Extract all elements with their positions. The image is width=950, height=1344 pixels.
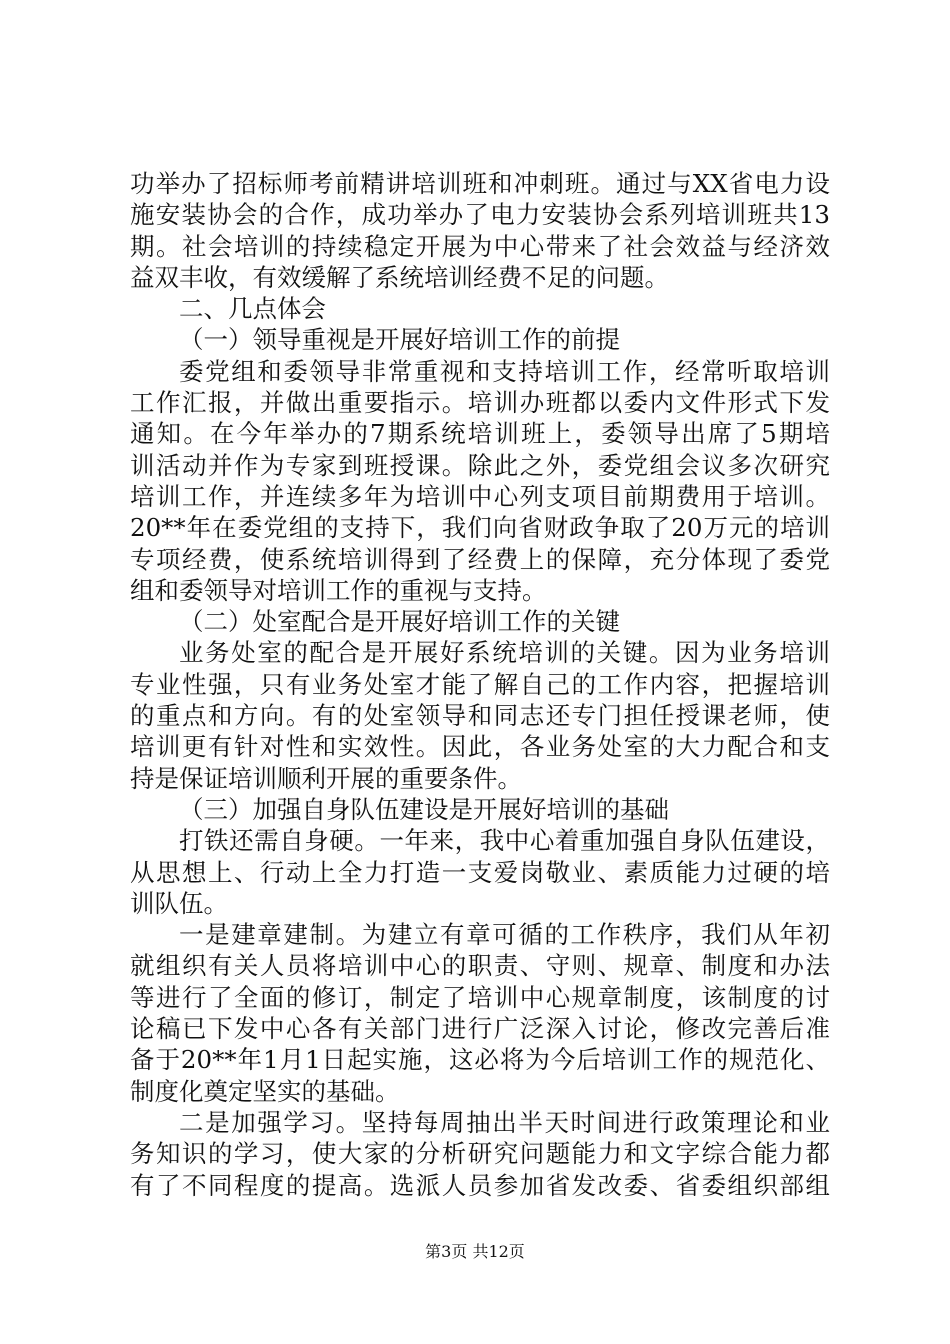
document-body bbox=[130, 168, 830, 1201]
text-line: 打铁还需自身硬。一年来，我中心着重加强自身队伍建设， bbox=[179, 826, 830, 856]
text-line: 持是保证培训顺利开展的重要条件。 bbox=[130, 763, 522, 793]
text-line: 等进行了全面的修订，制定了培训中心规章制度，该制度的讨 bbox=[130, 982, 830, 1012]
text-line: 委党组和委领导非常重视和支持培训工作，经常听取培训 bbox=[179, 356, 830, 386]
text-line: 益双丰收，有效缓解了系统培训经费不足的问题。 bbox=[130, 262, 669, 292]
text-line: 期。社会培训的持续稳定开展为中心带来了社会效益与经济效 bbox=[130, 231, 830, 261]
text-line: 一是建章建制。为建立有章可循的工作秩序，我们从年初 bbox=[179, 920, 830, 950]
text-line: 20**年在委党组的支持下，我们向省财政争取了20万元的培训 bbox=[130, 513, 830, 543]
text-line: 的重点和方向。有的处室领导和同志还专门担任授课老师，使 bbox=[130, 701, 830, 731]
text-line: 组和委领导对培训工作的重视与支持。 bbox=[130, 575, 547, 605]
text-line: 备于20**年1月1日起实施，这必将为今后培训工作的规范化、 bbox=[130, 1045, 830, 1075]
text-line: 通知。在今年举办的7期系统培训班上，委领导出席了5期培 bbox=[130, 419, 830, 449]
subsection-heading: （二）处室配合是开展好培训工作的关键 bbox=[179, 607, 620, 637]
text-line: 功举办了招标师考前精讲培训班和冲刺班。通过与XX省电力设 bbox=[130, 169, 830, 198]
text-line: 就组织有关人员将培训中心的职责、守则、规章、制度和办法 bbox=[130, 951, 830, 981]
text-line: 有了不同程度的提高。选派人员参加省发改委、省委组织部组 bbox=[130, 1170, 830, 1200]
text-line: 训活动并作为专家到班授课。除此之外，委党组会议多次研究 bbox=[130, 450, 830, 480]
text-line: 二是加强学习。坚持每周抽出半天时间进行政策理论和业 bbox=[179, 1107, 830, 1137]
text-line: 业务处室的配合是开展好系统培训的关键。因为业务培训 bbox=[179, 638, 830, 668]
text-line: 施安装协会的合作，成功举办了电力安装协会系列培训班共13 bbox=[130, 200, 830, 230]
text-line: 培训更有针对性和实效性。因此，各业务处室的大力配合和支 bbox=[130, 732, 830, 762]
subsection-heading: （一）领导重视是开展好培训工作的前提 bbox=[179, 325, 620, 355]
text-line: 专项经费，使系统培训得到了经费上的保障，充分体现了委党 bbox=[130, 544, 830, 574]
text-line: 工作汇报，并做出重要指示。培训办班都以委内文件形式下发 bbox=[130, 388, 830, 418]
section-heading: 二、几点体会 bbox=[179, 294, 326, 324]
text-line: 制度化奠定坚实的基础。 bbox=[130, 1076, 400, 1106]
text-line: 培训工作，并连续多年为培训中心列支项目前期费用于培训。 bbox=[130, 481, 830, 511]
text-line: 专业性强，只有业务处室才能了解自己的工作内容，把握培训 bbox=[130, 669, 830, 699]
subsection-heading: （三）加强自身队伍建设是开展好培训的基础 bbox=[179, 794, 669, 824]
text-line: 训队伍。 bbox=[130, 888, 228, 918]
page-number-footer: 第3页 共12页 bbox=[425, 1242, 525, 1261]
text-line: 论稿已下发中心各有关部门进行广泛深入讨论，修改完善后准 bbox=[130, 1014, 830, 1044]
text-line: 务知识的学习，使大家的分析研究问题能力和文字综合能力都 bbox=[130, 1139, 830, 1169]
text-line: 从思想上、行动上全力打造一支爱岗敬业、素质能力过硬的培 bbox=[130, 857, 830, 887]
